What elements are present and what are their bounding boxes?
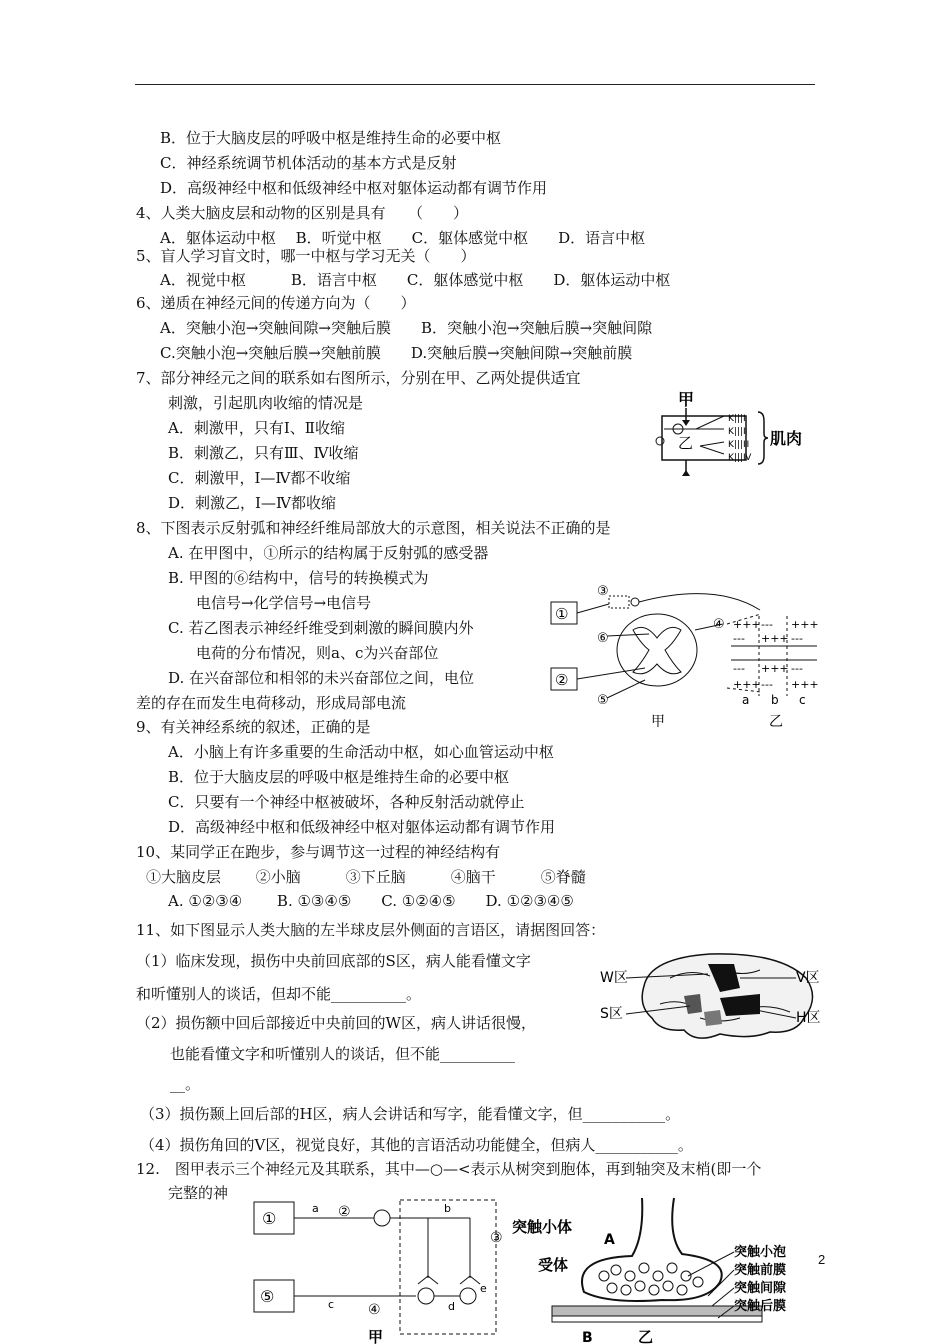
- svg-text:受体: 受体: [538, 1256, 569, 1274]
- svg-text:b: b: [444, 1202, 451, 1215]
- text-line-l21: C. 若乙图表示神经纤维受到刺激的瞬间膜内外: [168, 619, 474, 637]
- text-line-l37: 也能看懂文字和听懂别人的谈话，但不能__________: [170, 1045, 516, 1063]
- fig7-label-yi: 乙: [678, 434, 694, 452]
- svg-text:---: ---: [761, 678, 773, 691]
- svg-text:K|||Ⅰ: K|||Ⅰ: [728, 414, 746, 424]
- svg-text:S区: S区: [600, 1006, 623, 1022]
- svg-text:突触前膜: 突触前膜: [734, 1263, 787, 1278]
- svg-text:---: ---: [761, 618, 773, 631]
- svg-text:c: c: [328, 1298, 335, 1311]
- svg-text:---: ---: [733, 632, 745, 645]
- text-line-l04: 4、人类大脑皮层和动物的区别是具有 （ ）: [136, 204, 469, 222]
- figure-q7-neurons-muscle: [650, 386, 830, 486]
- text-line-l40: （4）损伤角回的V区，视觉良好，其他的言语活动功能健全，但病人___________。: [140, 1136, 693, 1154]
- text-line-l26: A．小脑上有许多重要的生命活动中枢，如心血管运动中枢: [168, 743, 554, 761]
- text-line-l42: 完整的神: [168, 1184, 229, 1202]
- svg-text:H区: H区: [796, 1010, 821, 1026]
- text-line-l28: C．只要有一个神经中枢被破坏，各种反射活动就停止: [168, 793, 525, 811]
- text-line-l31: ①大脑皮层 ②小脑 ③下丘脑 ④脑干 ⑤脊髓: [146, 868, 586, 886]
- text-line-l07: A．视觉中枢 B．语言中枢 C．躯体感觉中枢 D．躯体运动中枢: [160, 271, 671, 289]
- svg-text:⑤: ⑤: [260, 1287, 275, 1306]
- svg-text:d: d: [448, 1300, 455, 1313]
- figure-q12-synapse: [512, 1196, 818, 1344]
- svg-text:②: ②: [338, 1204, 351, 1220]
- svg-text:+++: +++: [791, 618, 819, 631]
- svg-text:c: c: [799, 693, 806, 707]
- svg-text:+++: +++: [733, 678, 761, 691]
- svg-text:a: a: [742, 693, 750, 707]
- svg-text:①: ①: [262, 1209, 277, 1228]
- text-line-l10: C.突触小泡→突触后膜→突触前膜 D.突触后膜→突触间隙→突触前膜: [160, 344, 633, 362]
- text-line-l20: 电信号→化学信号→电信号: [196, 594, 372, 612]
- svg-text:⑥: ⑥: [597, 631, 609, 646]
- svg-text:K|||Ⅱ: K|||Ⅱ: [728, 427, 748, 437]
- figure-q11-brain-language-areas: [600, 948, 830, 1048]
- page-number: 2: [818, 1252, 826, 1267]
- svg-text:甲: 甲: [368, 1328, 384, 1344]
- text-line-l16: D．刺激乙，Ⅰ—Ⅳ都收缩: [168, 494, 336, 512]
- svg-text:+++: +++: [733, 618, 761, 631]
- text-line-l11: 7、部分神经元之间的联系如右图所示，分别在甲、乙两处提供适宜: [136, 369, 581, 387]
- text-line-l02: C．神经系统调节机体活动的基本方式是反射: [160, 154, 457, 172]
- svg-text:乙: 乙: [638, 1328, 654, 1344]
- text-line-l14: B．刺激乙，只有Ⅲ、Ⅳ收缩: [168, 444, 359, 462]
- text-line-l22: 电荷的分布情况，则a、c为兴奋部位: [196, 644, 439, 662]
- svg-text:A: A: [604, 1232, 615, 1248]
- svg-text:K|||Ⅳ: K|||Ⅳ: [728, 453, 752, 463]
- fig7-label-muscle: 肌肉: [770, 429, 803, 448]
- svg-text:V区: V区: [796, 970, 820, 986]
- text-line-l34: （1）临床发现，损伤中央前回底部的S区，病人能看懂文字: [136, 952, 531, 970]
- svg-text:①: ①: [555, 605, 569, 623]
- svg-text:e: e: [480, 1282, 487, 1295]
- text-line-l01: B．位于大脑皮层的呼吸中枢是维持生命的必要中枢: [160, 129, 502, 147]
- svg-text:K|||Ⅲ: K|||Ⅲ: [728, 440, 750, 450]
- figure-q12-three-neurons: [250, 1196, 510, 1344]
- text-line-l24: 差的存在而发生电荷移动，形成局部电流: [136, 694, 407, 712]
- text-line-l32: A. ①②③④ B. ①③④⑤ C. ①②④⑤ D. ①②③④⑤: [168, 892, 574, 910]
- text-line-l33: 11、如下图显示人类大脑的左半球皮层外侧面的言语区，请据图回答：: [136, 921, 606, 939]
- text-line-l25: 9、有关神经系统的叙述，正确的是: [136, 718, 371, 736]
- text-line-l19: B. 甲图的⑥结构中，信号的转换模式为: [168, 569, 429, 587]
- text-line-l08: 6、递质在神经元间的传递方向为（ ）: [136, 294, 416, 312]
- text-line-l36: （2）损伤额中回后部接近中央前回的W区，病人讲话很慢，: [136, 1014, 536, 1032]
- text-line-l18: A. 在甲图中，①所示的结构属于反射弧的感受器: [168, 544, 489, 562]
- text-line-l23: D. 在兴奋部位和相邻的未兴奋部位之间，电位: [168, 669, 475, 687]
- figure-q8-reflex-arc: [545, 580, 825, 730]
- text-line-l30: 10、某同学正在跑步，参与调节这一过程的神经结构有: [136, 843, 501, 861]
- svg-text:---: ---: [791, 632, 803, 645]
- svg-text:④: ④: [368, 1302, 381, 1318]
- text-line-l17: 8、下图表示反射弧和神经纤维局部放大的示意图，相关说法不正确的是: [136, 519, 611, 537]
- text-line-l12: 刺激，引起肌肉收缩的情况是: [168, 394, 364, 412]
- svg-text:突触后膜: 突触后膜: [734, 1299, 787, 1314]
- svg-text:④: ④: [713, 617, 725, 632]
- svg-text:②: ②: [555, 671, 569, 689]
- svg-text:③: ③: [490, 1230, 503, 1246]
- text-line-l15: C．刺激甲，Ⅰ—Ⅳ都不收缩: [168, 469, 351, 487]
- text-line-l35: 和听懂别人的谈话，但却不能__________。: [136, 985, 422, 1003]
- svg-text:③: ③: [597, 584, 609, 599]
- header-rule: [135, 84, 815, 85]
- text-line-l29: D．高级神经中枢和低级神经中枢对躯体运动都有调节作用: [168, 818, 556, 836]
- text-line-l13: A．刺激甲，只有Ⅰ、Ⅱ收缩: [168, 419, 345, 437]
- svg-text:---: ---: [733, 662, 745, 675]
- svg-text:+++: +++: [761, 632, 789, 645]
- svg-text:甲: 甲: [651, 714, 665, 730]
- svg-text:突触间隙: 突触间隙: [734, 1281, 787, 1296]
- svg-text:---: ---: [791, 662, 803, 675]
- fig7-label-jia: 甲: [678, 390, 695, 409]
- svg-text:+++: +++: [761, 662, 789, 675]
- svg-text:乙: 乙: [769, 714, 783, 730]
- text-line-l41: 12. 图甲表示三个神经元及其联系，其中—○—<表示从树突到胞体，再到轴突及末梢(即一个: [136, 1160, 762, 1178]
- svg-text:+++: +++: [791, 678, 819, 691]
- text-line-l05: A．躯体运动中枢 B．听觉中枢 C．躯体感觉中枢 D．语言中枢: [160, 229, 646, 247]
- svg-text:⑤: ⑤: [597, 693, 609, 708]
- text-line-l06: 5、盲人学习盲文时，哪一中枢与学习无关（ ）: [136, 247, 476, 265]
- svg-text:突触小体: 突触小体: [512, 1218, 573, 1236]
- svg-text:突触小泡: 突触小泡: [734, 1245, 787, 1260]
- text-line-l03: D．高级神经中枢和低级神经中枢对躯体运动都有调节作用: [160, 179, 548, 197]
- svg-text:W区: W区: [600, 970, 628, 986]
- text-line-l39: （3）损伤颞上回后部的H区，病人会讲话和写字，能看懂文字，但___________。: [140, 1105, 681, 1123]
- svg-text:B: B: [582, 1330, 593, 1344]
- text-line-l27: B．位于大脑皮层的呼吸中枢是维持生命的必要中枢: [168, 768, 510, 786]
- svg-text:a: a: [312, 1202, 319, 1215]
- text-line-l38: __。: [170, 1075, 201, 1093]
- text-line-l09: A．突触小泡→突触间隙→突触后膜 B．突触小泡→突触后膜→突触间隙: [160, 319, 653, 337]
- svg-text:b: b: [771, 693, 779, 707]
